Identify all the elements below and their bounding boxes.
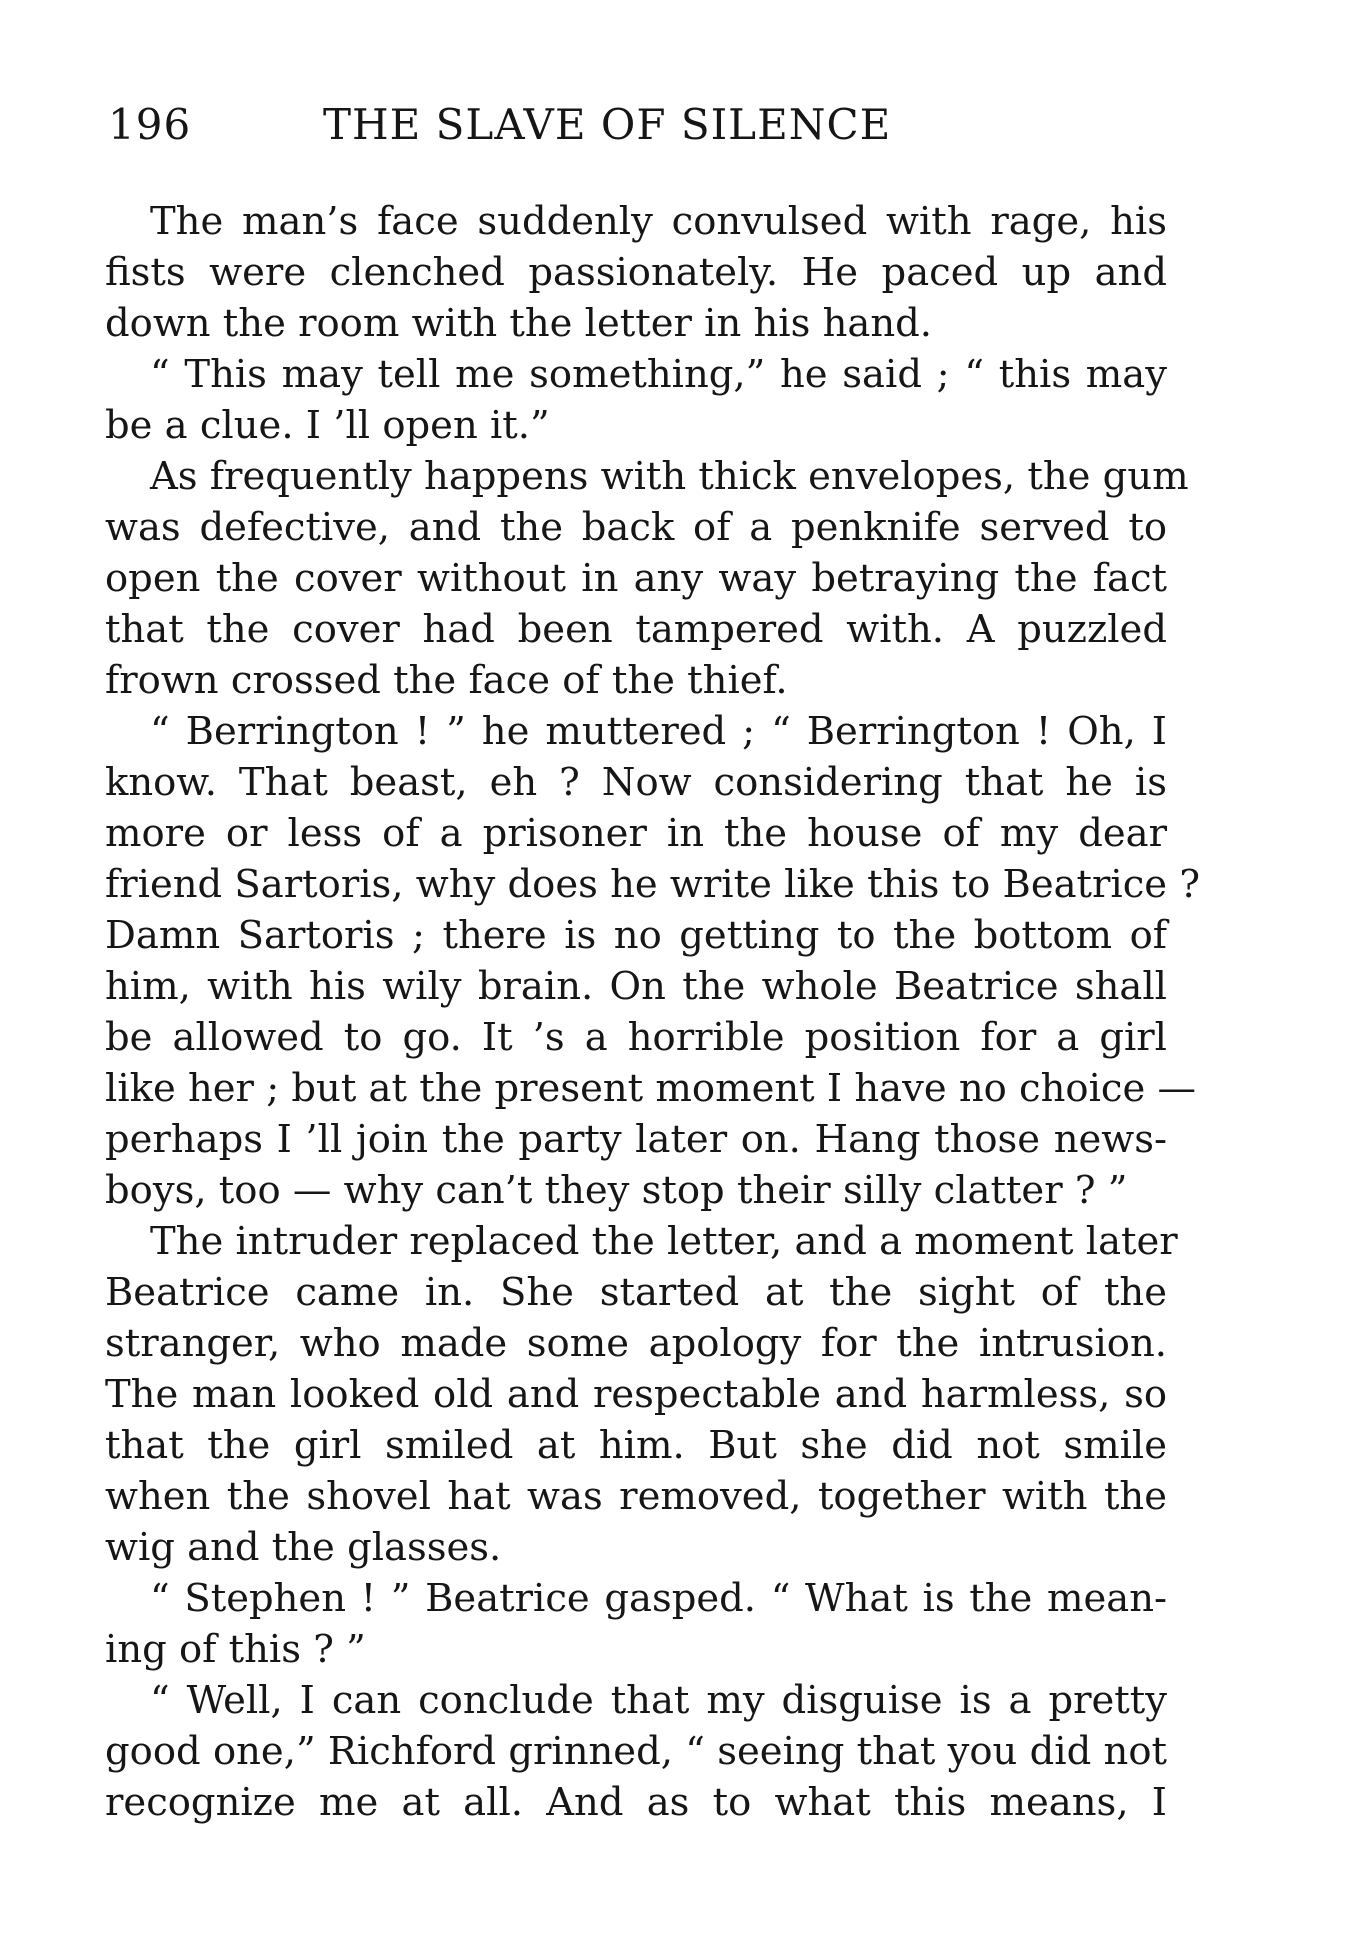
running-title: THE SLAVE OF SILENCE: [323, 100, 892, 149]
body-text: [105, 196, 1200, 1828]
text-line: when the shovel hat was removed, together with the: [105, 1474, 1167, 1519]
text-line: more or less of a prisoner in the house of my dear: [105, 811, 1167, 856]
text-line: down the room with the letter in his hand.: [105, 301, 933, 346]
text-line: “ Well, I can conclude that my disguise is a pretty: [150, 1678, 1167, 1723]
text-line: fists were clenched passionately. He paced up and: [105, 250, 1167, 295]
text-line: Damn Sartoris ; there is no getting to the bottom of: [105, 913, 1167, 958]
text-line: him, with his wily brain. On the whole Beatrice shall: [105, 964, 1167, 1009]
text-line: stranger, who made some apology for the intrusion.: [105, 1321, 1167, 1366]
text-line: like her ; but at the present moment I have no choice —: [105, 1066, 1196, 1111]
text-line: The intruder replaced the letter, and a moment later: [150, 1219, 1178, 1264]
text-line: know. That beast, eh ? Now considering that he is: [105, 760, 1167, 805]
text-line: perhaps I ’ll join the party later on. Hang those news-: [105, 1117, 1167, 1162]
text-line: be allowed to go. It ’s a horrible position for a girl: [105, 1015, 1167, 1060]
page-header: [108, 100, 1168, 160]
text-line: open the cover without in any way betraying the fact: [105, 556, 1167, 601]
text-line: frown crossed the face of the thief.: [105, 658, 788, 703]
text-line: be a clue. I ’ll open it.”: [105, 403, 550, 448]
text-line: As frequently happens with thick envelopes, the gum: [150, 454, 1189, 499]
text-line: boys, too — why can’t they stop their silly clatter ? ”: [105, 1168, 1128, 1213]
text-line: friend Sartoris, why does he write like this to Beatrice ?: [105, 862, 1200, 907]
text-line: good one,” Richford grinned, “ seeing that you did not: [105, 1729, 1167, 1774]
text-line: “ Stephen ! ” Beatrice gasped. “ What is the mean-: [150, 1576, 1167, 1621]
text-line: that the girl smiled at him. But she did not smile: [105, 1423, 1167, 1468]
text-line: wig and the glasses.: [105, 1525, 502, 1570]
text-line: “ Berrington ! ” he muttered ; “ Berrington ! Oh, I: [150, 709, 1167, 754]
text-line: that the cover had been tampered with. A puzzled: [105, 607, 1167, 652]
text-line: The man’s face suddenly convulsed with rage, his: [150, 199, 1167, 244]
page-number: 196: [108, 100, 192, 149]
text-line: was defective, and the back of a penknife served to: [105, 505, 1167, 550]
text-line: The man looked old and respectable and harmless, so: [105, 1372, 1167, 1417]
text-line: recognize me at all. And as to what this means, I: [105, 1780, 1167, 1825]
text-line: Beatrice came in. She started at the sight of the: [105, 1270, 1167, 1315]
text-line: ing of this ? ”: [105, 1627, 366, 1672]
text-line: “ This may tell me something,” he said ; “ this may: [150, 352, 1167, 397]
